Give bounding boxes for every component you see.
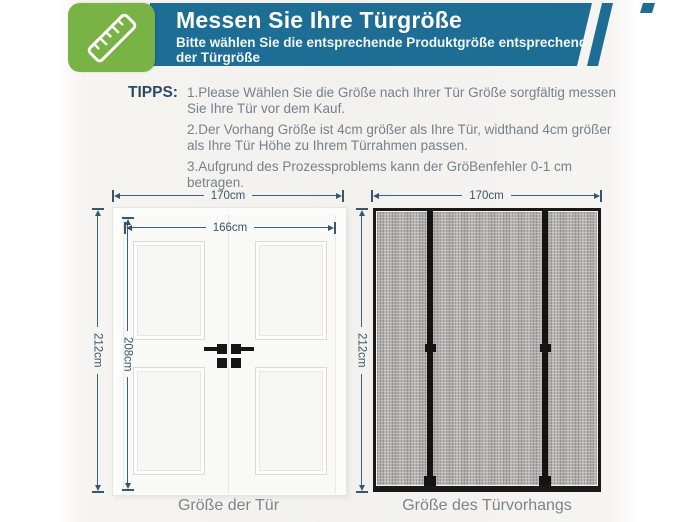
dim-curtain-height-label: 212cm: [355, 333, 368, 368]
door-center-seam: [228, 215, 229, 494]
dim-curtain-width-label: 170cm: [469, 189, 504, 202]
ruler-pencil-icon: [83, 9, 141, 67]
mesh-fabric: [377, 212, 597, 485]
dim-curtain-width: [371, 189, 602, 202]
curtain-panel: [373, 208, 601, 492]
magnet-tab-bottom: [539, 476, 551, 486]
tip-item-1: 1.Please Wählen Sie die Größe nach Ihrer Tür Größe sorgfältig messen Sie Ihre Tür vor dem Kauf.: [187, 85, 616, 116]
dim-door-outer-height-label: 212cm: [91, 333, 104, 368]
dim-door-outer-height: [91, 208, 104, 493]
magnet-tab: [425, 344, 436, 352]
tip-item-3: 3.Aufgrund des Prozessproblems kann der GröBenfehler 0-1 cm betragen.: [187, 159, 572, 190]
magnet-tab: [540, 344, 551, 352]
tips-heading: TIPPS:: [128, 84, 178, 101]
page-subtitle: Bitte wählen Sie die entsprechende Produktgröße entsprechend der Türgröße: [176, 35, 588, 65]
dim-door-inner-height: [121, 217, 134, 491]
door-panel-top-right: [255, 241, 327, 340]
door-handle-mount: [217, 344, 227, 354]
dim-door-inner-width: [124, 221, 336, 234]
dim-curtain-height: [355, 208, 368, 493]
door-handle-mount: [231, 358, 241, 368]
door-handle-left-bar: [204, 347, 218, 351]
magnet-tab-bottom: [424, 476, 436, 486]
door-handle-right-bar: [240, 347, 254, 351]
tip-item-2: 2.Der Vorhang Größe ist 4cm größer als Ihre Tür, widthand 4cm größer als Ihre Tür Höhe zu Ihrem Türrahmen passen.: [187, 122, 612, 153]
icon-box: [68, 3, 155, 72]
door-handle-mount: [217, 358, 227, 368]
door-panel-bottom-left: [133, 367, 205, 475]
dim-door-inner-width-label: 166cm: [212, 221, 248, 234]
tips-list: [187, 85, 623, 196]
page-title: Messen Sie Ihre Türgröße: [176, 7, 462, 33]
dim-door-outer-width-label: 170cm: [210, 189, 246, 202]
dim-door-outer-width: [112, 189, 344, 202]
door-handle-mount: [231, 344, 241, 354]
door-panel-bottom-right: [255, 367, 327, 475]
door-caption: Größe der Tür: [177, 497, 280, 514]
dim-door-inner-height-label: 208cm: [121, 336, 134, 372]
curtain-caption: Größe des Türvorhangs: [402, 497, 572, 514]
door-panel-top-left: [133, 241, 205, 340]
